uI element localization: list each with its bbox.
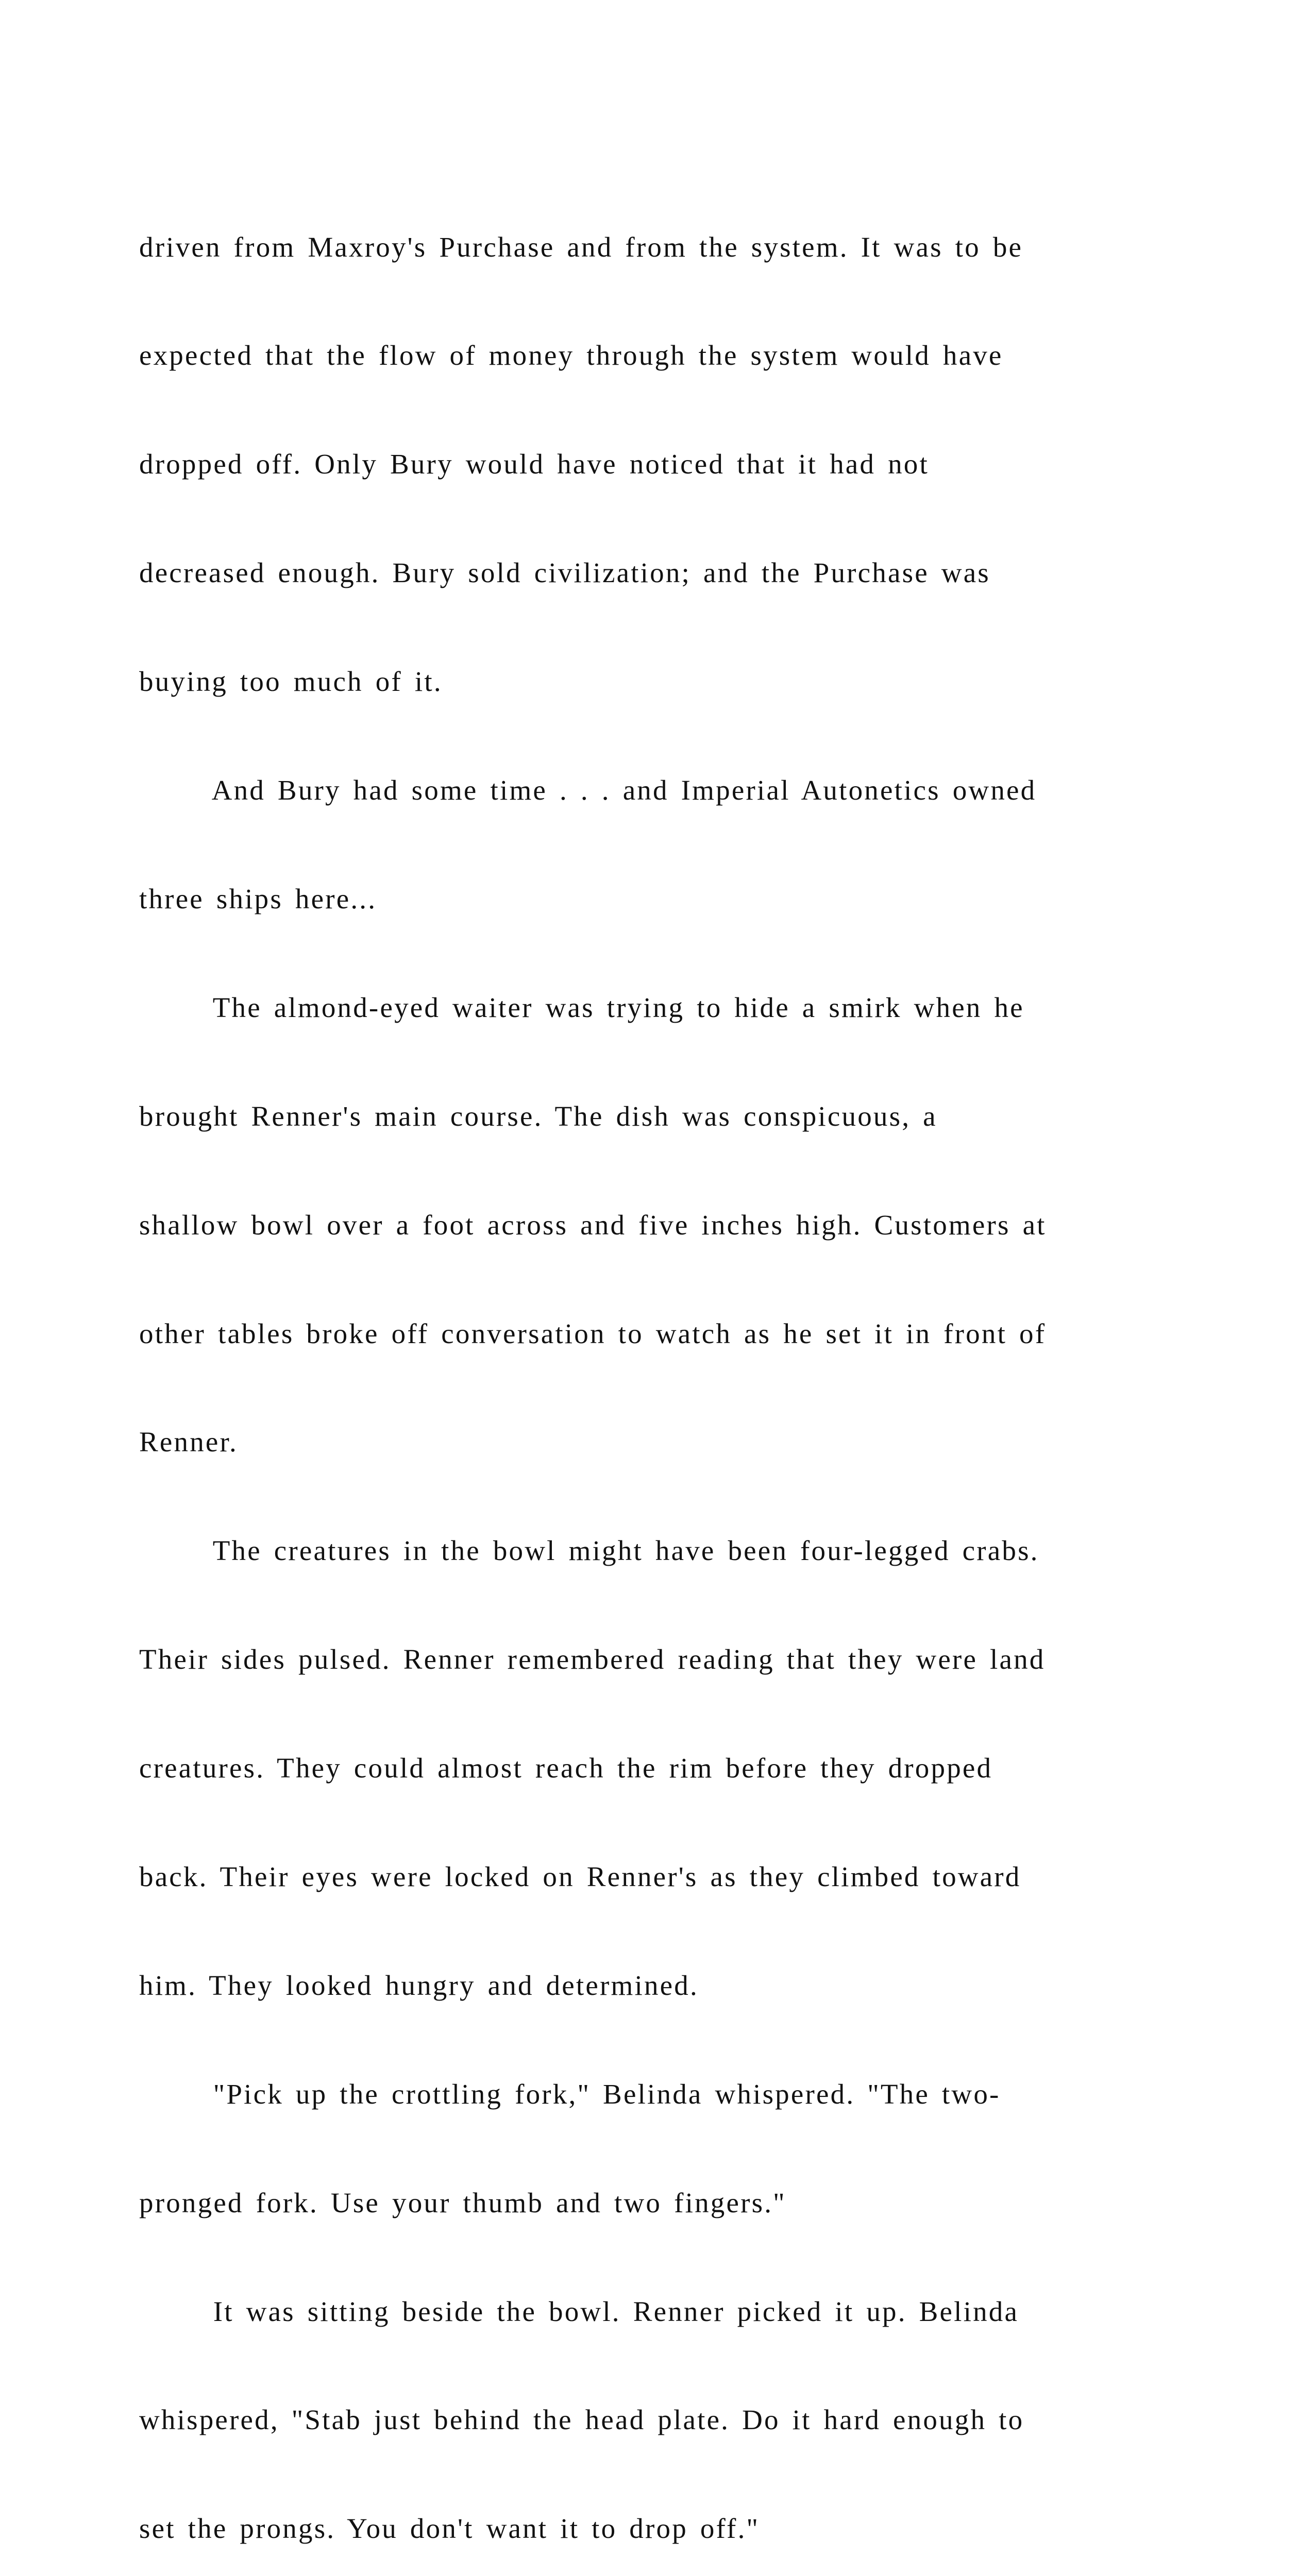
text-line: three ships here... — [139, 883, 377, 914]
text-line: The almond-eyed waiter was trying to hide a smirk when he — [139, 991, 1024, 1023]
text-line: expected that the flow of money through the system would have — [139, 340, 1003, 371]
text-line: shallow bowl over a foot across and five inches high. Customers at — [139, 1209, 1047, 1241]
text-line: The creatures in the bowl might have been four-legged crabs. — [139, 1535, 1039, 1567]
text-line: whispered, "Stab just behind the head plate. Do it hard enough to — [139, 2404, 1024, 2436]
text-line: "Pick up the crottling fork," Belinda whispered. "The two- — [139, 2078, 1001, 2110]
text-line: him. They looked hungry and determined. — [139, 1969, 699, 2001]
text-line: Their sides pulsed. Renner remembered reading that they were land — [139, 1643, 1046, 1675]
body-text — [139, 157, 1185, 2576]
text-line: Renner. — [139, 1426, 238, 1458]
text-line: decreased enough. Bury sold civilization; and the Purchase was — [139, 557, 990, 589]
text-line: set the prongs. You don't want it to drop off." — [139, 2513, 760, 2545]
text-line: It was sitting beside the bowl. Renner picked it up. Belinda — [139, 2295, 1019, 2327]
text-line: pronged fork. Use your thumb and two fingers." — [139, 2187, 786, 2218]
text-line: other tables broke off conversation to watch as he set it in front of — [139, 1317, 1047, 1349]
text-line: back. Their eyes were locked on Renner's as they climbed toward — [139, 1860, 1021, 1892]
text-line: dropped off. Only Bury would have noticed that it had not — [139, 448, 929, 480]
text-line: brought Renner's main course. The dish was conspicuous, a — [139, 1100, 937, 1132]
text-line: And Bury had some time . . . and Imperial Autonetics owned — [139, 774, 1037, 806]
text-line: creatures. They could almost reach the rim before they dropped — [139, 1752, 993, 1784]
text-line: driven from Maxroy's Purchase and from the system. It was to be — [139, 231, 1023, 263]
text-line: buying too much of it. — [139, 666, 443, 698]
